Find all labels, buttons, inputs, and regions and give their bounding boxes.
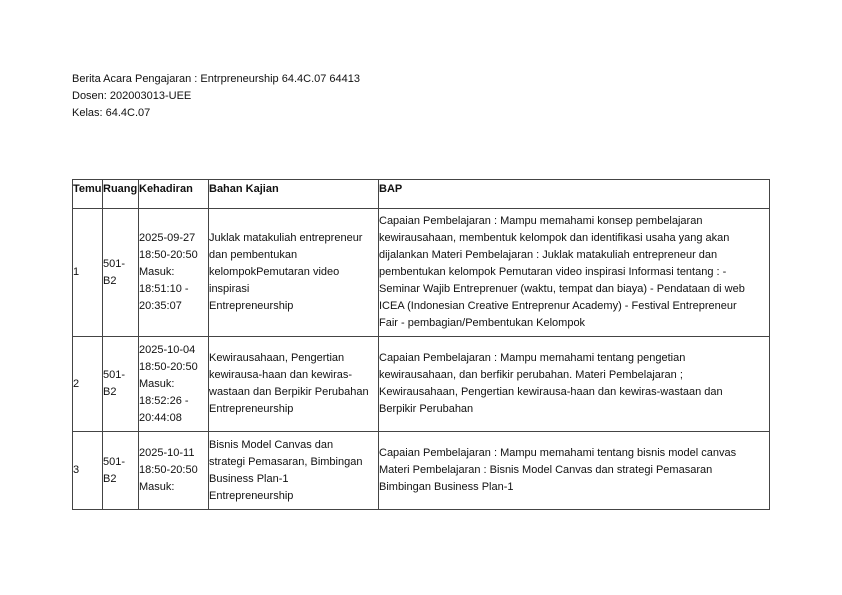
table-row [73,432,770,510]
column-header-bahan-kajian: Bahan Kajian [209,180,379,209]
lecturer-line: Dosen: 202003013-UEE [72,90,192,102]
cell-ruang: 501- B2 [103,432,139,510]
cell-temu: 3 [73,432,103,510]
document-title: Berita Acara Pengajaran : Entrpreneurship 64.4C.07 64413 [72,73,361,85]
cell-temu: 2 [73,337,103,432]
cell-bahan-kajian: Bisnis Model Canvas dan strategi Pemasaran, Bimbingan Business Plan-1 Entrepreneurship [209,432,379,510]
cell-ruang: 501- B2 [103,209,139,337]
cell-bahan-kajian: Juklak matakuliah entrepreneur dan pembentukan kelompokPemutaran video inspirasi Entrepreneurship [209,209,379,337]
cell-bap: Capaian Pembelajaran : Mampu memahami konsep pembelajaran kewirausahaan, membentuk kelompok dan identifikasi usaha yang akan dijalankan Materi Pembelajaran : Juklak matakuliah entrepreneur dan pembentukan kelompok Pemutaran video inspirasi Informasi tentang : - Seminar Wajib Entreprenuer (waktu, tempat dan biaya) - Pendataan di web ICEA (Indonesian Creative Entreprenur Academy) - Festival Entrepreneur Fair - pembagian/Pembentukan Kelompok [379,209,770,337]
class-line: Kelas: 64.4C.07 [72,107,151,119]
cell-kehadiran: 2025-10-11 18:50-20:50 Masuk: [139,432,209,510]
column-header-kehadiran: Kehadiran [139,180,209,209]
cell-bahan-kajian: Kewirausahaan, Pengertian kewirausa-haan dan kewiras- wastaan dan Berpikir Perubahan Entrepreneurship [209,337,379,432]
table-header-row [73,180,770,209]
column-header-temu: Temu [73,180,103,209]
cell-temu: 1 [73,209,103,337]
cell-kehadiran: 2025-09-27 18:50-20:50 Masuk: 18:51:10 - 20:35:07 [139,209,209,337]
teaching-record-table [72,179,770,510]
document-header [72,71,360,122]
cell-bap: Capaian Pembelajaran : Mampu memahami tentang bisnis model canvas Materi Pembelajaran : Bisnis Model Canvas dan strategi Pemasaran Bimbingan Business Plan-1 [379,432,770,510]
cell-bap: Capaian Pembelajaran : Mampu memahami tentang pengetian kewirausahaan, dan berfikir perubahan. Materi Pembelajaran ; Kewirausahaan, Pengertian kewirausa-haan dan kewiras-wastaan dan Berpikir Perubahan [379,337,770,432]
table-row [73,337,770,432]
column-header-ruang: Ruang [103,180,139,209]
column-header-bap: BAP [379,180,770,209]
cell-kehadiran: 2025-10-04 18:50-20:50 Masuk: 18:52:26 - 20:44:08 [139,337,209,432]
table-row [73,209,770,337]
cell-ruang: 501- B2 [103,337,139,432]
